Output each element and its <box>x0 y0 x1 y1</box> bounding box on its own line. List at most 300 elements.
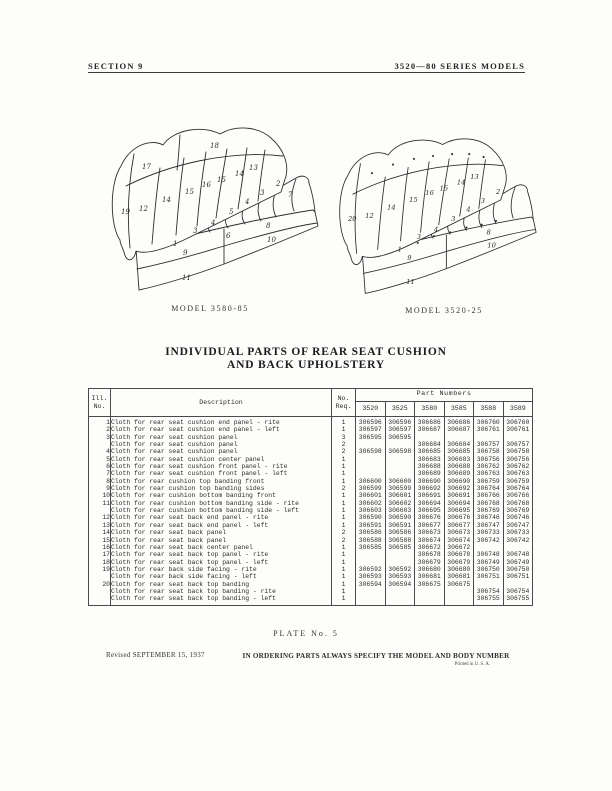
table-cell: 306757 <box>474 441 504 448</box>
table-cell: 1 <box>332 595 356 605</box>
table-cell: Cloth for rear seat back end panel - rite <box>111 514 332 521</box>
table-cell: 1 <box>332 551 356 558</box>
col-header-model-3580: 3580 <box>415 402 445 417</box>
table-cell <box>385 463 415 470</box>
table-row <box>89 537 533 544</box>
table-cell: 18 <box>89 559 111 566</box>
table-cell: 306769 <box>474 507 504 514</box>
callout-number: 12 <box>139 205 148 213</box>
table-cell: 1 <box>332 514 356 521</box>
table-cell: 306676 <box>444 514 474 521</box>
callout-number: 3 <box>260 189 265 197</box>
callout-number: 10 <box>267 236 276 244</box>
table-cell: 306742 <box>474 537 504 544</box>
callout-number: 3 <box>451 214 456 223</box>
table-cell: 306751 <box>506 573 530 581</box>
table-cell: 306690 <box>415 478 445 485</box>
button-dot <box>495 220 497 222</box>
table-cell: 306755 <box>506 595 530 603</box>
table-cell: 306603 <box>385 507 415 514</box>
table-cell: 306684 <box>444 441 474 448</box>
callout-number: 3 <box>416 233 422 242</box>
table-cell: 6 <box>89 463 111 470</box>
table-cell: 306749 <box>474 559 504 566</box>
table-cell <box>503 581 533 588</box>
table-cell: 306597 <box>385 426 415 433</box>
table-cell: 306687 <box>415 426 445 433</box>
table-cell <box>89 588 111 595</box>
table-cell: 306674 <box>444 537 474 544</box>
callout-number: 4 <box>245 198 250 206</box>
table-cell: 306601 <box>356 492 386 499</box>
table-cell: 306598 <box>356 448 386 455</box>
callout-number: 14 <box>456 178 466 187</box>
section-label: SECTION 9 <box>88 61 144 71</box>
table-row <box>89 544 533 551</box>
table-cell: 306757 <box>506 441 530 449</box>
table-cell: Cloth for rear cushion bottom banding front <box>111 492 332 499</box>
table-cell: 1 <box>89 417 111 427</box>
table-cell: 306691 <box>444 492 474 499</box>
callout-number: 15 <box>217 176 226 184</box>
table-cell: Cloth for rear seat cushion front panel - left <box>111 470 332 477</box>
table-cell <box>356 559 386 566</box>
col-header-no-req: No. Req. <box>332 389 356 417</box>
table-cell: 14 <box>89 529 111 536</box>
table-cell: 306595 <box>356 434 386 441</box>
table-cell: 306686 <box>415 417 445 427</box>
table-cell: 2 <box>332 448 356 455</box>
table-cell: 306588 <box>356 537 386 544</box>
table-cell: 306585 <box>356 544 386 551</box>
page-title-line2: AND BACK UPHOLSTERY <box>227 358 385 371</box>
table-cell: 306599 <box>385 485 415 492</box>
table-cell: 306760 <box>506 419 530 426</box>
table-row <box>89 559 533 566</box>
table-cell: 306764 <box>506 485 530 493</box>
table-cell: 2 <box>332 485 356 492</box>
printed-in-usa: Printed in U. S. A. <box>454 662 490 667</box>
callout-number: 9 <box>407 254 412 263</box>
table-cell: Cloth for rear seat cushion end panel - rite <box>111 417 332 427</box>
callout-number: 12 <box>365 212 374 221</box>
table-cell: 306676 <box>415 514 445 521</box>
table-cell: 306594 <box>385 581 415 588</box>
table-cell: 306674 <box>415 537 445 544</box>
table-cell: 306768 <box>506 499 530 507</box>
table-cell: 306763 <box>506 470 530 478</box>
table-cell: 12 <box>89 514 111 521</box>
button-dot <box>413 158 415 160</box>
table-cell: Cloth for rear seat cushion panel <box>111 448 332 455</box>
table-cell: 7 <box>89 470 111 477</box>
table-cell: 2 <box>332 529 356 536</box>
table-cell <box>356 588 386 595</box>
table-cell: 306588 <box>385 537 415 544</box>
table-cell: 306695 <box>444 507 474 514</box>
col-header-model-3589: 3589 <box>503 402 533 417</box>
button-dot <box>371 172 373 174</box>
table-row <box>89 463 533 470</box>
callout-number: 5 <box>229 208 234 216</box>
table-cell: Cloth for rear seat back top banding - left <box>111 595 332 605</box>
table-cell: 1 <box>332 588 356 595</box>
table-cell: 306673 <box>444 529 474 536</box>
callout-number: 15 <box>409 195 418 204</box>
table-cell: 306691 <box>415 492 445 499</box>
callout-number: 16 <box>425 189 434 198</box>
table-cell: 306688 <box>444 463 474 470</box>
table-cell: 306749 <box>506 558 530 566</box>
figure-caption-left: MODEL 3580-85 <box>171 304 249 313</box>
table-cell: Cloth for rear cushion top banding sides <box>111 485 332 492</box>
table-row <box>89 478 533 485</box>
table-cell: 306746 <box>474 514 504 521</box>
table-cell: 306672 <box>415 544 445 551</box>
table-cell: 4 <box>89 448 111 455</box>
table-cell: 306683 <box>415 456 445 463</box>
table-cell: 306677 <box>415 522 445 529</box>
table-cell: 306685 <box>444 448 474 455</box>
table-cell: 306756 <box>474 456 504 463</box>
table-cell: 306764 <box>474 485 504 492</box>
table-cell <box>415 434 445 441</box>
table-cell: Cloth for rear seat back panel <box>111 529 332 536</box>
page-title <box>6 346 606 371</box>
col-header-ill-no: Ill. No. <box>89 389 111 417</box>
table-cell: 1 <box>332 463 356 470</box>
table-cell: 306760 <box>474 417 504 427</box>
callout-number: 8 <box>266 222 271 230</box>
callout-number: 14 <box>162 196 171 204</box>
table-cell: Cloth for rear seat back panel <box>111 537 332 544</box>
table-cell <box>356 456 386 463</box>
callout-number: 3 <box>480 196 485 205</box>
table-cell <box>385 559 415 566</box>
series-label: 3520—80 SERIES MODELS <box>394 61 525 71</box>
table-cell: 306590 <box>385 514 415 521</box>
table-cell: 1 <box>332 507 356 514</box>
plate-number: PLATE No. 5 <box>273 629 339 638</box>
button-dot <box>432 155 434 157</box>
button-dot <box>465 227 467 229</box>
table-cell <box>444 434 474 441</box>
table-cell: 306755 <box>474 595 504 605</box>
table-cell: 306681 <box>415 573 445 580</box>
table-cell <box>385 470 415 477</box>
table-row <box>89 441 533 448</box>
table-cell: 306690 <box>444 478 474 485</box>
table-cell: 15 <box>89 537 111 544</box>
table-cell: 306673 <box>415 529 445 536</box>
table-cell: 20 <box>89 581 111 588</box>
table-cell: 9 <box>89 485 111 492</box>
table-cell: 306747 <box>474 522 504 529</box>
table-cell <box>385 551 415 558</box>
table-cell: 306759 <box>506 477 530 485</box>
table-cell: 306695 <box>415 507 445 514</box>
table-cell: 306681 <box>444 573 474 580</box>
table-cell <box>503 544 533 551</box>
table-cell <box>385 456 415 463</box>
table-cell: Cloth for rear seat back top banding <box>111 581 332 588</box>
table-cell: 306688 <box>415 463 445 470</box>
table-cell: Cloth for rear seat back top panel - rite <box>111 551 332 558</box>
seat-illustration-model-3580-85 <box>100 122 320 302</box>
table-cell: 1 <box>332 417 356 427</box>
table-cell: Cloth for rear seat cushion front panel - rite <box>111 463 332 470</box>
table-cell: 1 <box>332 500 356 507</box>
callout-number: 16 <box>202 181 211 189</box>
table-cell: 306689 <box>444 470 474 477</box>
table-cell: Cloth for rear seat back top panel - left <box>111 559 332 566</box>
table-cell <box>503 434 533 441</box>
table-row <box>89 595 533 605</box>
table-cell: 306754 <box>474 588 504 595</box>
table-cell: 306685 <box>415 448 445 455</box>
table-cell: 306694 <box>415 500 445 507</box>
table-cell: 306603 <box>356 507 386 514</box>
table-cell: 306742 <box>506 536 530 544</box>
button-dot <box>392 164 394 166</box>
table-cell <box>356 470 386 477</box>
table-cell: 306600 <box>356 478 386 485</box>
table-row <box>89 434 533 441</box>
table-cell: 306756 <box>506 455 530 463</box>
table-cell: 1 <box>332 573 356 580</box>
col-header-model-3525: 3525 <box>385 402 415 417</box>
table-cell: 1 <box>332 456 356 463</box>
table-cell: 306761 <box>474 426 504 433</box>
table-cell: 19 <box>89 566 111 573</box>
table-cell: 306761 <box>506 426 530 434</box>
table-cell: 306591 <box>385 522 415 529</box>
table-cell <box>356 463 386 470</box>
callout-number: 11 <box>182 274 191 282</box>
table-cell: 1 <box>332 566 356 573</box>
callout-number: 1 <box>397 245 402 254</box>
seat-illustration-model-3520-25 <box>328 133 538 305</box>
callout-number: 4 <box>433 225 439 234</box>
table-cell: 306686 <box>444 417 474 427</box>
table-row <box>89 507 533 514</box>
ordering-note: IN ORDERING PARTS ALWAYS SPECIFY THE MODEL AND BODY NUMBER <box>242 652 510 660</box>
table-cell: 1 <box>332 544 356 551</box>
table-cell: 306679 <box>444 559 474 566</box>
table-row <box>89 529 533 536</box>
table-cell: 11 <box>89 500 111 507</box>
table-row <box>89 448 533 455</box>
table-cell <box>385 441 415 448</box>
table-cell <box>89 441 111 448</box>
table-cell: 306746 <box>506 514 530 522</box>
callout-number: 10 <box>487 241 496 250</box>
table-cell: 306596 <box>356 417 386 427</box>
table-cell: 306600 <box>385 478 415 485</box>
button-dot <box>481 224 483 226</box>
button-dot <box>483 156 485 158</box>
callout-number: 13 <box>470 172 479 181</box>
callout-number: 14 <box>387 203 396 212</box>
table-cell: 306763 <box>474 470 504 477</box>
table-cell: 306592 <box>385 566 415 573</box>
table-cell: 306680 <box>444 566 474 573</box>
table-cell: Cloth for rear seat cushion panel <box>111 441 332 448</box>
callout-number: 4 <box>466 205 471 214</box>
col-header-description: Description <box>111 389 332 417</box>
table-cell: 1 <box>332 522 356 529</box>
table-cell: 306586 <box>356 529 386 536</box>
table-cell: 306590 <box>356 514 386 521</box>
table-cell: 306595 <box>385 434 415 441</box>
table-cell <box>89 573 111 580</box>
table-cell: Cloth for rear back side facing - left <box>111 573 332 580</box>
table-cell: 306592 <box>356 566 386 573</box>
table-row <box>89 566 533 573</box>
table-row <box>89 417 533 427</box>
table-cell: 306694 <box>444 500 474 507</box>
table-row <box>89 470 533 477</box>
table-cell: 306762 <box>506 463 530 471</box>
revised-date: Revised SEPTEMBER 15, 1937 <box>106 651 205 659</box>
table-cell <box>415 595 445 605</box>
table-cell: 306758 <box>474 448 504 455</box>
table-row <box>89 500 533 507</box>
table-cell: 8 <box>89 478 111 485</box>
callout-number: 7 <box>288 191 293 199</box>
callout-number: 13 <box>249 164 258 172</box>
table-row <box>89 514 533 521</box>
table-cell: 2 <box>332 537 356 544</box>
col-header-model-3588: 3588 <box>474 402 504 417</box>
callout-number: 6 <box>226 232 231 240</box>
table-cell: 2 <box>89 426 111 433</box>
table-cell: 306684 <box>415 441 445 448</box>
table-cell: 306591 <box>356 522 386 529</box>
table-cell: Cloth for rear seat cushion center panel <box>111 456 332 463</box>
table-cell: Cloth for rear cushion bottom banding side - rite <box>111 500 332 507</box>
col-header-model-3520: 3520 <box>356 402 386 417</box>
callout-number: 8 <box>486 228 491 237</box>
button-dot <box>433 235 435 237</box>
table-cell: 306593 <box>385 573 415 580</box>
table-cell: 306680 <box>415 566 445 573</box>
table-row <box>89 581 533 588</box>
table-cell <box>89 595 111 605</box>
callout-number: 9 <box>183 249 188 257</box>
table-cell <box>356 595 386 605</box>
callout-number: 2 <box>276 180 281 188</box>
table-row <box>89 485 533 492</box>
table-cell <box>89 507 111 514</box>
callout-number: 2 <box>496 188 501 197</box>
table-cell: 306748 <box>506 551 530 559</box>
table-row <box>89 588 533 595</box>
table-cell: 306672 <box>444 544 474 551</box>
table-cell <box>444 595 474 605</box>
table-cell: 306689 <box>415 470 445 477</box>
table-cell: 306762 <box>474 463 504 470</box>
table-cell: 306677 <box>444 522 474 529</box>
table-cell: 306733 <box>474 529 504 536</box>
table-cell: 3 <box>89 434 111 441</box>
table-cell: 1 <box>332 492 356 499</box>
table-cell: 17 <box>89 551 111 558</box>
callout-number: 14 <box>235 170 244 178</box>
callout-number: 17 <box>142 163 151 171</box>
table-cell: Cloth for rear cushion bottom banding side - left <box>111 507 332 514</box>
table-cell: 16 <box>89 544 111 551</box>
table-cell: Cloth for rear seat back top banding - rite <box>111 588 332 595</box>
table-cell: 1 <box>332 470 356 477</box>
callout-number: 3 <box>193 227 198 235</box>
table-cell: 306683 <box>444 456 474 463</box>
table-cell: 306692 <box>415 485 445 492</box>
table-row <box>89 492 533 499</box>
table-cell: 306748 <box>474 551 504 558</box>
table-cell <box>385 588 415 595</box>
button-dot <box>417 242 419 244</box>
parts-table <box>88 388 533 606</box>
table-cell: 306759 <box>474 478 504 485</box>
table-cell: Cloth for rear seat back end panel - left <box>111 522 332 529</box>
table-cell: 306747 <box>506 521 530 529</box>
callout-number: 15 <box>185 188 194 196</box>
table-cell: 306679 <box>415 559 445 566</box>
table-row <box>89 522 533 529</box>
table-cell: 306602 <box>356 500 386 507</box>
table-cell: Cloth for rear cushion top banding front <box>111 478 332 485</box>
table-row <box>89 456 533 463</box>
button-dot <box>449 231 451 233</box>
table-cell: Cloth for rear back side facing - rite <box>111 566 332 573</box>
table-cell: 306585 <box>385 544 415 551</box>
table-cell <box>385 595 415 605</box>
table-cell: 306598 <box>385 448 415 455</box>
table-row <box>89 573 533 580</box>
table-cell: 306593 <box>356 573 386 580</box>
table-cell: 10 <box>89 492 111 499</box>
table-cell: 306602 <box>385 500 415 507</box>
table-cell <box>444 588 474 595</box>
callout-number: 15 <box>439 184 449 193</box>
table-cell: 306758 <box>506 448 530 456</box>
table-cell: 306750 <box>474 566 504 573</box>
callout-number: 4 <box>211 219 216 227</box>
table-cell <box>415 588 445 595</box>
table-cell: 5 <box>89 456 111 463</box>
table-cell: 1 <box>332 426 356 433</box>
button-dot <box>468 153 470 155</box>
table-cell: 2 <box>332 441 356 448</box>
table-cell: 306766 <box>506 492 530 500</box>
table-cell: Cloth for rear seat cushion end panel - left <box>111 426 332 433</box>
col-header-part-numbers: Part Numbers <box>356 389 533 402</box>
table-cell: 13 <box>89 522 111 529</box>
table-cell: Cloth for rear seat back center panel <box>111 544 332 551</box>
table-cell: 3 <box>332 434 356 441</box>
table-cell <box>356 551 386 558</box>
callout-number: 20 <box>348 214 357 223</box>
table-cell: 306597 <box>356 426 386 433</box>
table-cell: 1 <box>332 478 356 485</box>
page-title-line1: INDIVIDUAL PARTS OF REAR SEAT CUSHION <box>165 346 447 358</box>
table-cell: 306687 <box>444 426 474 433</box>
table-cell: 306601 <box>385 492 415 499</box>
table-cell: 306675 <box>444 581 474 588</box>
table-cell: 1 <box>332 581 356 588</box>
parts-table-body <box>89 417 533 606</box>
